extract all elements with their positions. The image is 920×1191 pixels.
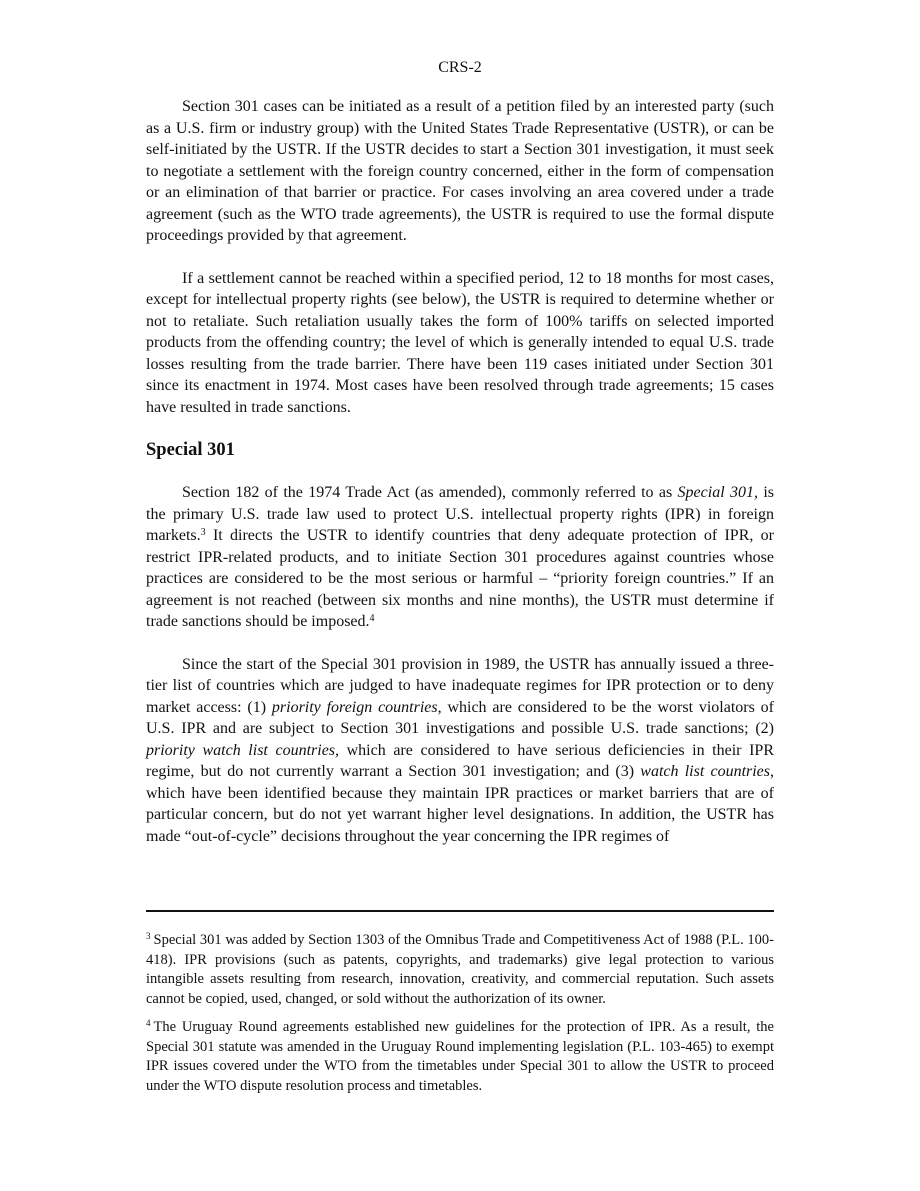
footnote-4 — [146, 1018, 774, 1096]
text-run: is the primary U.S. trade law used to protect U.S. intellectual property rights (IPR) in foreign markets. — [146, 484, 774, 544]
text-run: Section 182 of the 1974 Trade Act (as amended), commonly referred to as — [182, 484, 678, 501]
italic-term-priority-foreign-countries: priority foreign countries — [271, 698, 438, 716]
footnote-divider — [146, 910, 774, 912]
paragraph-retaliation: If a settlement cannot be reached within a specified period, 12 to 18 months for most cases, except for intellectual property rights (see below), the USTR is required to determine whether or not to retaliate. Such retaliation usually takes the form of 100% tariffs on selected imported products from the offending country; the level of which is generally intended to equal U.S. trade losses resulting from the trade barrier. There have been 119 cases initiated under Section 301 since its enactment in 1974. Most cases have been resolved through trade agreements; 15 cases have resulted in trade sanctions. — [146, 269, 774, 416]
footnote-mark: 3 — [146, 931, 151, 941]
footnotes — [146, 931, 774, 1096]
paragraph-special-301-definition — [146, 482, 774, 633]
footnote-text: The Uruguay Round agreements established new guidelines for the protection of IPR. As a result, the Special 301 statute was amended in the Uruguay Round implementing legislation (P.L. 103-465) to exempt IPR issues covered under the WTO from the timetables under Special 301 to allow the USTR to proceed under the WTO dispute resolution process and timetables. — [146, 1019, 774, 1094]
page-header: CRS-2 — [438, 59, 482, 76]
text-run: , which have been identified because they maintain IPR practices or market barriers that are of particular concern, but do not yet warrant higher level designations. In addition, the USTR has made “out-of-cycle” decisions throughout the year concerning the IPR regimes of — [146, 763, 775, 845]
italic-term-priority-watch-list: priority watch list countries, — [146, 741, 340, 759]
footnote-reference-4: 4 — [369, 613, 375, 624]
italic-term-special-301: Special 301, — [677, 484, 758, 501]
text-run: It directs the USTR to identify countries that deny adequate protection of IPR, or restrict IPR-related products, and to initiate Section 301 procedures against countries whose practices are considered to be the most serious or harmful – “priority foreign countries.” If an agreement is not reached (between six months and nine months), the USTR must determine if trade sanctions should be imposed. — [146, 527, 774, 630]
footnote-mark: 4 — [146, 1018, 151, 1028]
body-text — [146, 96, 774, 847]
text-run: , which are considered to be the worst violators of U.S. IPR and are subject to Section 301 investigations and possible U.S. trade sanctions; (2) — [146, 698, 775, 737]
footnote-reference-3: 3 — [200, 527, 206, 538]
text-run: which are considered to have serious deficiencies in their IPR regime, but do not currently warrant a Section 301 investigation; and (3) — [146, 741, 775, 780]
footnote-3 — [146, 931, 774, 1009]
italic-term-watch-list: watch list countries — [640, 763, 771, 780]
paragraph-section-301-initiation: Section 301 cases can be initiated as a result of a petition filed by an interested party (such as a U.S. firm or industry group) with the United States Trade Representative (USTR), or can be self-initiated by the USTR. If the USTR decides to start a Section 301 investigation, it must seek to negotiate a settlement with the foreign country concerned, either in the form of compensation or an elimination of that barrier or practice. For cases involving an area covered under a trade agreement (such as the WTO trade agreements), the USTR is required to use the formal dispute proceedings provided by that agreement. — [146, 98, 774, 244]
section-heading-special-301: Special 301 — [146, 440, 235, 460]
paragraph-three-tier-list — [146, 654, 774, 848]
footnote-text: Special 301 was added by Section 1303 of the Omnibus Trade and Competitiveness Act of 1988 (P.L. 100-418). IPR provisions (such as patents, copyrights, and trademarks) give legal protection to various intangible assets resulting from research, innovation, creativity, and commercial reputation. Such assets cannot be copied, used, changed, or sold without the authorization of its owner. — [146, 932, 774, 1007]
text-run: Since the start of the Special 301 provision in 1989, the USTR has annually issued a three-tier list of countries which are judged to have inadequate regimes for IPR protection or to deny market access: (1) — [146, 655, 774, 716]
